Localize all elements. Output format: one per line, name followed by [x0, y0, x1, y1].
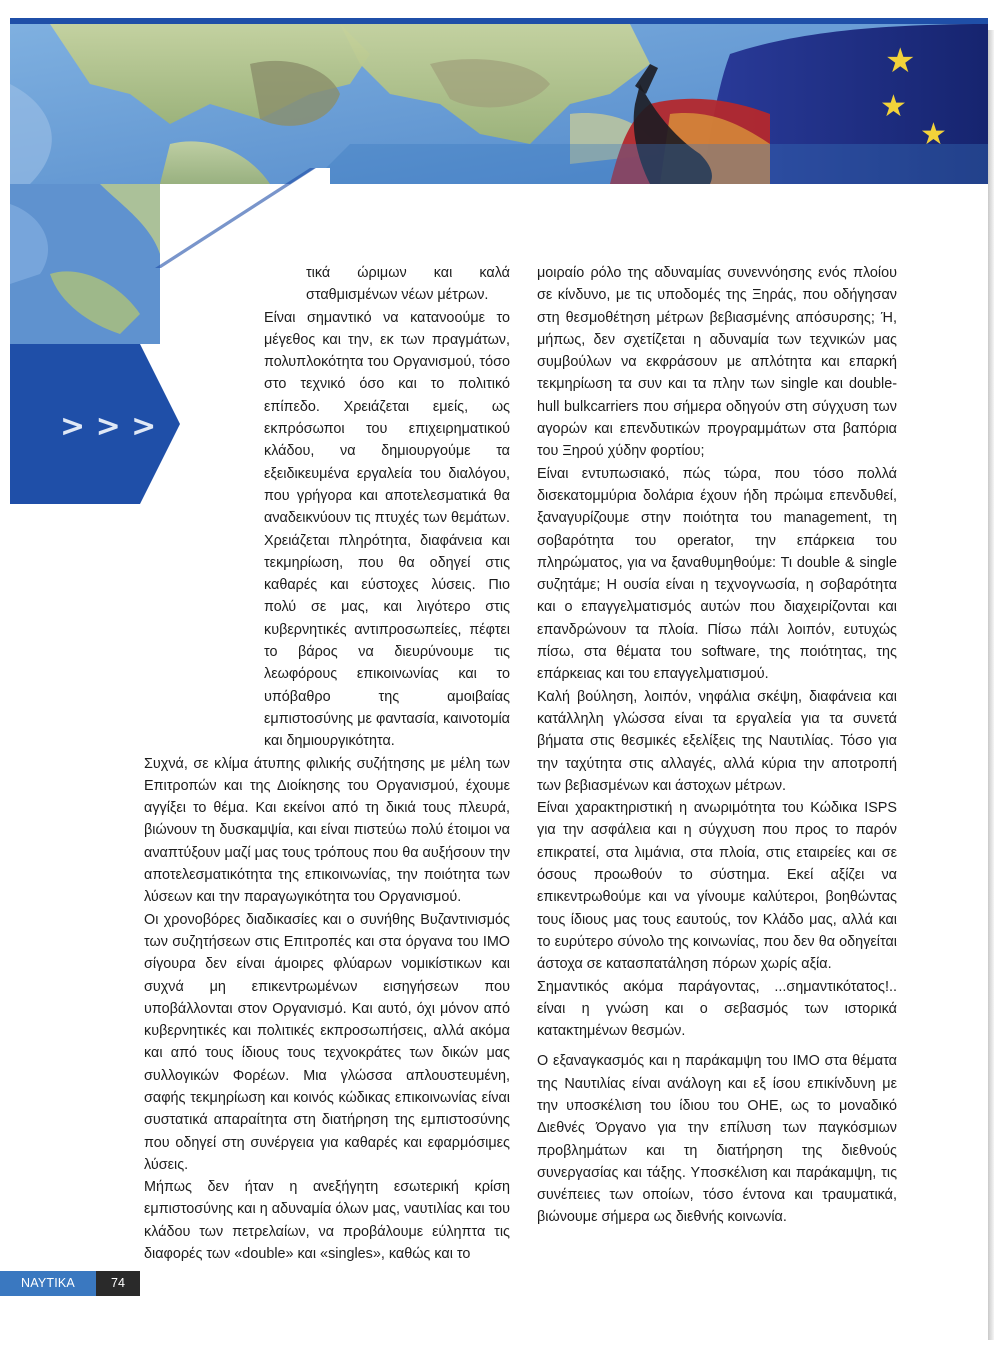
article-column-left — [144, 262, 510, 1265]
header-banner-image — [10, 24, 988, 184]
map-and-flag-illustration — [10, 24, 988, 184]
column1-paragraph-1: τικά ώριμων και καλά σταθμισμένων νέων μέτρων. — [306, 265, 510, 304]
arrows-glyph: > > > — [60, 409, 157, 444]
column2-paragraph-4: Είναι χαρακτηριστική η ανωριμότητα του Κώδικα ISPS για την ασφάλεια και η σύγχυση που προς το παρόν επικρατεί, στα λιμάνια, στα πλοία, στις εταιρείες και σε όσους προωθούν το σύστημα. Εκεί αξίζει να επικεντρωθούμε και να γίνουμε καλύτεροι, βοηθώντας τους ίδιους μας τους εαυτούς, τον Κλάδο μας, αλλά και το ευρύτερο σύνολο της κοινωνίας, που δεν θα οδηγείται άστοχα σε κατασπατάληση πόρων χωρίς αξία. — [537, 800, 897, 973]
column2-paragraph-6: Ο εξαναγκασμός και η παράκαμψη του ΙΜΟ στα θέματα της Ναυτιλίας είναι ανάλογη και εξ ίσου επικίνδυνη με την υποσκέλιση του ίδιου του ΟΗΕ, ως το μοναδικό Διεθνές Όργανο για την επίλυση των παγκόσμιων προβλημάτων και τη διατήρηση της διεθνούς συνεργασίας και τάξης. Υποσκέλιση και παράκαμψη, τις συνέπειες των οποίων, τόσο έντονα και τραυματικά, βιώνουμε σήμερα ως διεθνής κοινωνία. — [537, 1053, 897, 1226]
column2-paragraph-2: Είναι εντυπωσιακό, πώς τώρα, που τόσο πολλά δισεκατομμύρια δολάρια έχουν ήδη πρώιμα επενδυθεί, ξαναγυρίζουμε στην ποιότητα του management, τη σοβαρότητα του operator, την επάρκεια του πληρώματος, για να ξαναθυμηθούμε: Τι double & single συζητάμε; Η ουσία είναι η τεχνογνωσία, η σοβαρότητα και ο επαγγελματισμός αυτών που διαχειρίζονται και επανδρώνουν τα πλοία. Πίσω πάλι λοιπόν, ευτυχώς πίσω, στα θέματα του software, της ποιότητας, της επάρκειας και του επαγγελματισμού. — [537, 465, 897, 683]
page-corner-shape — [10, 168, 330, 268]
article-column-right — [537, 262, 897, 1229]
magazine-name-tab: ΝΑΥΤΙΚΑ ΧΡΟΝΙΚΑ — [0, 1271, 96, 1296]
column2-paragraph-3: Καλή βούληση, λοιπόν, νηφάλια σκέψη, διαφάνεια και κατάλληλη γλώσσα είναι τα εργαλεία για τα συνετά βήματα στις θεσμικές εξελίξεις της Ναυτιλίας. Τόσο για την ταχύτητα στις αλλαγές, αλλά κύρια την αποτροπή των βεβιασμένων και άστοχων μέτρων. — [537, 688, 897, 794]
page-number: 74 — [96, 1271, 140, 1296]
column1-paragraph-5: Μήπως δεν ήταν η ανεξήγητη εσωτερική κρίση εμπιστοσύνης και η αδυναμία όλων μας, ναυτιλίας και του κλάδου των πετρελαίων, να προβάλουμε εύληπτα τις διαφορές των «double» και «singles», καθώς και το — [144, 1179, 510, 1263]
column2-paragraph-5: Σημαντικός ακόμα παράγοντας, ...σημαντικότατος!.. είναι η γνώση και ο σεβασμός των ιστορικά κατακτημένων θεσμών. — [537, 978, 897, 1040]
column1-paragraph-3: Συχνά, σε κλίμα άτυπης φιλικής συζήτησης με μέλη των Επιτροπών και της Διοίκησης του Οργανισμού, έχουμε αγγίξει το θέμα. Και εκείνοι από τη δικιά τους πλευρά, βιώνουν τη δυσκαμψία, και είναι πιστεύω πολύ έτοιμοι να αναπτύξουν μαζί μας τους τρόπους που θα αυξήσουν την αποτελεσματικότητα της επικοινωνίας, την ποιότητα των λύσεων και την παραγωγικότητα του Οργανισμού. — [144, 755, 511, 906]
column2-paragraph-1: μοιραίο ρόλο της αδυναμίας συνεννόησης ενός πλοίου σε κίνδυνο, με τις υποδομές της Ξηράς, που οδήγησαν στη θεσμοθέτηση μέτρων βεβιασμένης απόσυρσης; Ή, μήπως, δεν σχετίζεται η αδυναμία των τεχνικών μας συμβούλων να εκφράσουν με απλότητα και επαρκή τεκμηρίωση τα συν και τα πλην των single και double-hull bulkcarriers που σήμερα οδηγούν στη σύγχυση των αγορών και επενδυτικών προγραμμάτων στα βαπόρια του Ξηρού χύδην φορτίου; — [537, 265, 897, 460]
svg-text:★: ★ — [885, 41, 916, 81]
svg-text:★: ★ — [920, 117, 947, 152]
column1-paragraph-2: Είναι σημαντικό να κατανοούμε το μέγεθος και την, εκ των πραγμάτων, πολυπλοκότητα του Οργανισμού, τόσο στο τεχνικό όσο και το πολιτικό επίπεδο. Χρειάζεται εμείς, ως εκπρόσωποι του επιχειρηματικού κλάδου, να δημιουργούμε τα εξειδικευμένα εργαλεία του διαλόγου, που γρήγορα και αποτελεσματικά θα αναδεικνύουν τις πτυχές των θεμάτων. Χρειάζεται πληρότητα, διαφάνεια και τεκμηρίωση, που θα οδηγεί στις καθαρές και εύστοχες λύσεις. Πιο πολύ σε μας, και λιγότερο στις κυβερνητικές αντιπροσωπείες, πέφτει το βάρος να διευρύνουμε τις λεωφόρους επικοινωνίας και το υπόβαθρο της αμοιβαίας εμπιστοσύνης με φαντασία, καινοτομία και δημιουργικότητα. — [264, 309, 510, 750]
svg-text:★: ★ — [880, 89, 907, 124]
column1-paragraph-4: Οι χρονοβόρες διαδικασίες και ο συνήθης Βυζαντινισμός των συζητήσεων στις Επιτροπές και στα όργανα του ΙΜΟ σίγουρα δεν είναι άμοιρες φλύαρων νομικίστικων και συχνά μη επικεντρωμένων εισηγήσεων που υποβάλλονται στον Οργανισμό. Και αυτό, όχι μόνον από κυβερνητικές και πολιτικές εκπροσωπήσεις, αλλά ακόμα και από τους ίδιους τους τεχνοκράτες των δικών μας συλλογικών Φορέων. Μια γλώσσα απλουστευμένη, σαφής τεκμηρίωση και κοινός κώδικας επικοινωνίας είναι συστατικά απαραίτητα στη διατήρηση της εμπιστοσύνης που οδηγεί στη συνέργεια για καθαρές και εφαρμόσιμες λύσεις. — [144, 911, 510, 1173]
page-edge-shadow — [988, 30, 994, 1340]
